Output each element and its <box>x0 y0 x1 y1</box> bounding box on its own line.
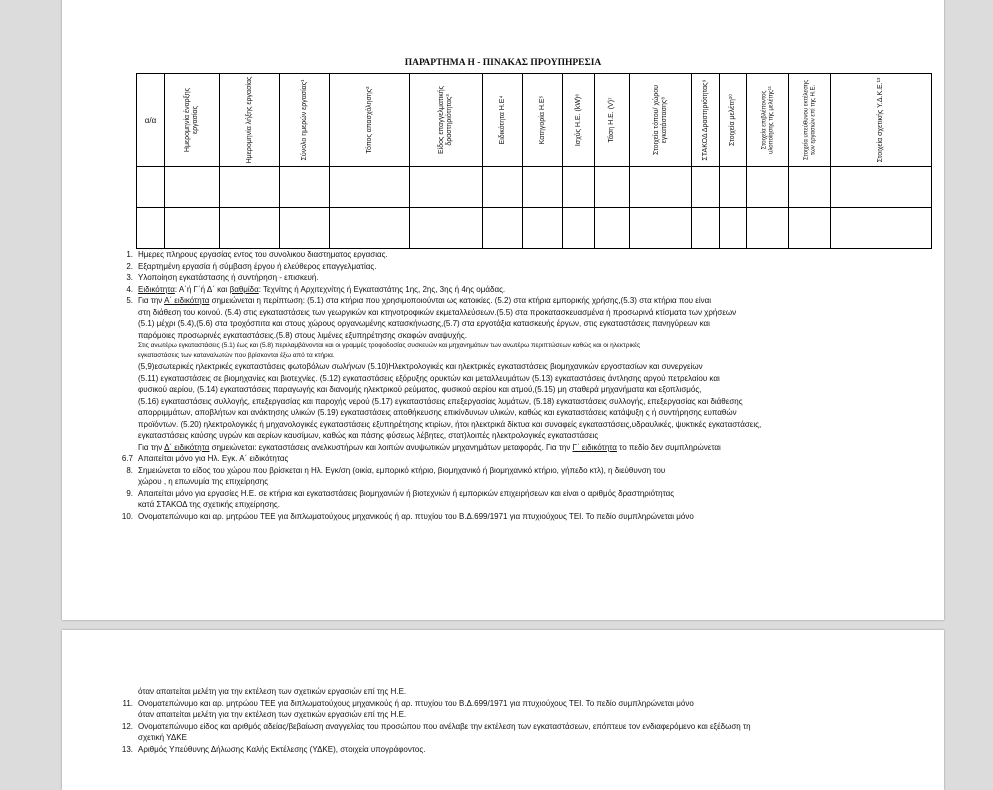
footnote-line: εγκαταστάσεις των καταναλωτών που βρίσκονται έξω από τα κτήρια. <box>138 352 335 359</box>
footnote-text: σημειώνεται η περίπτωση: (5.1) στα κτήρια που χρησιμοποιούνται ως κατοικίες. (5.2) στα κτήρια εμπορικής χρήσης,(5.3) στα κτήρια που είναι <box>209 296 712 305</box>
footnote-8 <box>116 465 926 488</box>
footnote-9 <box>116 488 926 511</box>
header-label: Στοιχεία σχετικής Υ.Δ.Κ.Ε.¹³ <box>877 77 884 163</box>
header-label: Ημερομηνία έναρξης εργασίας <box>184 87 199 153</box>
header-cell <box>523 74 563 167</box>
footnote-text: Εξαρτημένη εργασία ή σύμβαση έργου ή ελεύθερος επαγγελματίας. <box>138 261 377 271</box>
table-cell[interactable] <box>523 167 563 208</box>
header-label: Τάση Η.Ε. (V)⁷ <box>608 97 615 143</box>
header-cell <box>410 74 483 167</box>
specialty-c-term: Γ΄ ειδικότητα <box>572 442 617 452</box>
experience-table <box>136 73 932 249</box>
footnote-line: χώρου , η επωνυμία της επιχείρησης <box>138 477 269 486</box>
header-label: α/α <box>144 115 157 125</box>
header-label: Κατηγορία Η.Ε⁵ <box>538 95 546 145</box>
table-cell[interactable] <box>720 208 747 249</box>
footnote-text: το πεδίο δεν συμπληρώνεται <box>616 442 721 452</box>
header-cell <box>720 74 747 167</box>
footnote-line: (5.16) εγκαταστάσεις συλλογής, επεξεργασίας και παροχής νερού (5.17) εγκαταστάσεις επεξεργασίας λυμάτων, (5.18) εγκαταστάσεις συλλογής, επεξεργασίας και διάθεσης <box>138 396 743 406</box>
footnote-13 <box>116 744 926 756</box>
table-cell[interactable] <box>410 208 483 249</box>
table-cell[interactable] <box>595 167 630 208</box>
header-label: ΣΤΑΚΟΔ Δραστηριότητας⁹ <box>701 79 709 161</box>
header-cell <box>692 74 720 167</box>
specialty-term: Ειδικότητα <box>138 284 175 294</box>
footnote-12 <box>116 721 926 744</box>
table-cell[interactable] <box>595 208 630 249</box>
footnotes <box>116 249 926 522</box>
table-cell[interactable] <box>523 208 563 249</box>
table-cell[interactable] <box>280 208 330 249</box>
table-cell[interactable] <box>630 208 692 249</box>
footnote-line: Ονοματεπώνυμο είδος και αριθμός αδείας/βεβαίωση αναγγελίας του προσώπου που ανέλαβε την εκτέλεση των εγκαταστάσεων, επόπτευε τον ενδιαφερόμενο και εξέδωση τη <box>138 721 751 731</box>
header-label: Ισχύς Η.Ε. (kW)⁶ <box>574 93 582 147</box>
footnote-line <box>138 442 926 454</box>
footnote-number: 2. <box>126 261 133 271</box>
footnote-number: 13. <box>121 744 133 754</box>
header-cell <box>630 74 692 167</box>
footnote-line: (5,9)εσωτερικές ηλεκτρικές εγκαταστάσεις φωτοβόλων σωλήνων (5.10)Ηλεκτρολογικές και ηλεκτρικές εγκαταστάσεις βιομηχανικών εργοστασίων και συνεργείων <box>138 362 703 371</box>
table-cell[interactable] <box>630 167 692 208</box>
footnote-line: παρόμοιες προσωρινές εγκαταστάσεις.(5.8) στους λιμένες εξυπηρέτησης σκαφών αναψυχής. <box>138 330 467 340</box>
footnote-line: εγκαταστάσεις καύσης υγρών και αερίων καυσίμων, καθώς και πάσης φύσεως λέβητες, στατ)λοιπές ηλεκτρολογικές εγκαταστάσεις <box>138 431 599 440</box>
footnote-line: κατά ΣΤΑΚΟΔ της σχετικής επιχείρησης. <box>138 500 280 509</box>
footnote-number: 8. <box>126 465 133 475</box>
footnote-number: 11. <box>122 698 133 708</box>
header-label: Σύνολο ημερών εργασίας¹ <box>300 79 308 161</box>
footnote-text: Υλοποίηση εγκατάστασης ή συντήρηση - επισκευή. <box>138 273 319 282</box>
header-label: Στοιχεία μελέτη¹⁰ <box>729 93 736 147</box>
header-cell <box>220 74 280 167</box>
footnote-text: : Α΄ή Γ΄ή Δ΄ και <box>174 284 230 294</box>
table-cell[interactable] <box>831 167 932 208</box>
table-cell[interactable] <box>483 208 523 249</box>
table-cell[interactable] <box>280 167 330 208</box>
document-page-1 <box>62 0 944 620</box>
footnote-6-7 <box>116 453 926 465</box>
footnote-number: 5. <box>126 296 133 305</box>
grade-term: βαθμίδα <box>229 284 259 294</box>
table-cell[interactable] <box>692 208 720 249</box>
footnote-line: φυσικού αερίου, (5.14) εγκαταστάσεις παραγωγής και διανομής ηλεκτρικού ρεύματος, φυσικού αερίου και ατμού,(5.15) μη σταθερά μηχανήματα και εξοπλισμός, <box>138 385 702 394</box>
table-cell[interactable] <box>137 208 165 249</box>
table-cell[interactable] <box>220 208 280 249</box>
footnote-line: Ονοματεπώνυμο και αρ. μητρώου ΤΕΕ για διπλωματούχους μηχανικούς ή αρ. πτυχίου του Β.Δ.699/1971 για πτυχιούχους ΤΕΙ. Το πεδίο συμπληρώνεται μόνο <box>138 698 694 708</box>
table-cell[interactable] <box>747 208 789 249</box>
header-label: Ημερομηνία λήξης εργασίας <box>245 76 253 164</box>
footnote-line: όταν απαιτείται μελέτη για την εκτέλεση των σχετικών εργασιών επί της Η.Ε. <box>138 710 407 719</box>
header-label: Ειδικότητα Η.Ε⁴ <box>498 95 506 145</box>
table-row <box>137 167 932 208</box>
document-page-2 <box>62 630 944 790</box>
header-label: Στοιχεία επιβλέποντος υλοποίησης της μελέτης¹¹ <box>761 86 774 154</box>
footnote-text: Αριθμός Υπεύθυνης Δήλωσης Καλής Εκτέλεσης (ΥΔΚΕ), στοιχεία υπογράφοντος. <box>138 744 426 754</box>
footnote-10-continued <box>116 686 926 698</box>
table-cell[interactable] <box>165 208 220 249</box>
footnote-line: σχετική ΥΔΚΕ <box>138 733 187 742</box>
table-cell[interactable] <box>720 167 747 208</box>
header-cell <box>747 74 789 167</box>
footnote-number: 4. <box>126 284 133 294</box>
table-cell[interactable] <box>137 167 165 208</box>
footnote-line: Απαιτείται μόνο για εργασίες Η.Ε. σε κτήρια και εγκαταστάσεις βιομηχανιών ή βιοτεχνιών ή εμπορικών επιχειρήσεων και είναι ο αριθμός δραστηριότητας <box>138 488 675 498</box>
document-title: ΠΑΡΑΡΤΗΜΑ Η - ΠΙΝΑΚΑΣ ΠΡΟΥΠΗΡΕΣΙΑ <box>404 58 602 68</box>
header-label: Στοιχεία υπεύθυνου εκτέλεσης των εργασιών επί της Η.Ε. <box>803 79 816 161</box>
header-cell <box>831 74 932 167</box>
footnote-line: στη διάθεση του κοινού. (5.4) στις εγκαταστάσεις των γεωργικών και κτηνοτροφικών εκμεταλλεύσεων.(5.5) στα προκατασκευασμένα ή προσωρινά κτίσματα των χρήσεων <box>138 307 737 317</box>
footnote-4 <box>116 284 926 296</box>
footnote-text: Για την <box>138 296 165 305</box>
header-cell <box>137 74 165 167</box>
table-cell[interactable] <box>831 208 932 249</box>
footnote-number: 9. <box>126 488 133 498</box>
footnote-text: Ονοματεπώνυμο και αρ. μητρώου ΤΕΕ για διπλωματούχους μηχανικούς ή αρ. πτυχίου του Β.Δ.699/1971 για πτυχιούχους ΤΕΙ. Το πεδίο συμπληρώνεται μόνο <box>138 511 694 521</box>
table-cell[interactable] <box>330 208 410 249</box>
footnote-line: Σημειώνεται το είδος του χώρου που βρίσκεται η Ηλ. Εγκ/ση (οικία, εμπορικό κτήριο, βιομηχανικό ή βιομηχανικό κτήριο, γήπεδο κτλ), η διεύθυνση του <box>138 465 666 475</box>
footnote-11 <box>116 698 926 721</box>
footnote-text: Ημερες πληρους εργασίας εντος του συνολικου διαστηματος εργασιας. <box>138 250 388 259</box>
footnotes-continued <box>116 686 926 755</box>
footnote-10 <box>116 511 926 523</box>
header-cell <box>789 74 831 167</box>
header-cell <box>280 74 330 167</box>
header-label: Είδος επαγγελματικής δραστηριότητας³ <box>438 85 453 155</box>
footnote-text: Για την <box>138 442 165 452</box>
table-cell[interactable] <box>747 167 789 208</box>
footnote-line: Στις ανωτέρω εγκαταστάσεις (5.1) έως και (5.8) περιλαμβάνονται και οι γραμμές τροφοδοσίας συσκευών και μηχανημάτων των ανωτέρω περιπτώσεων καθώς και οι ηλεκτρικές <box>138 342 641 349</box>
footnote-line: απορριμμάτων, αποβλήτων και ανάκτησης υλικών (5.19) εγκαταστάσεις αποθήκευσης επικίνδυνων υλικών, καθώς και εγκαταστάσεις κατάψυξη ς ή συντήρησης ευπαθών <box>138 408 737 417</box>
header-cell <box>165 74 220 167</box>
footnote-number: 12. <box>121 721 133 731</box>
table-cell[interactable] <box>410 167 483 208</box>
footnote-number: 6.7 <box>121 454 133 463</box>
table-row <box>137 208 932 249</box>
footnote-line: προϊόντων. (5.20) ηλεκτρολογικές ή μηχανολογικές εγκαταστάσεις εξυπηρέτησης κτιρίων, ήτοι ηλεκτρικά δίκτυα και συναφείς εγκαταστάσεις,υδραυλικές, ψυκτικές εγκαταστάσεις, <box>138 419 762 429</box>
footnote-1 <box>116 249 926 261</box>
footnote-5 <box>116 295 926 453</box>
footnote-3 <box>116 272 926 284</box>
footnote-number: 1. <box>126 250 133 259</box>
footnote-2 <box>116 261 926 273</box>
table-cell[interactable] <box>483 167 523 208</box>
table-header-row <box>137 74 932 167</box>
table-cell[interactable] <box>789 208 831 249</box>
footnote-line: (5.1) μέχρι (5.4),(5.6) στα τροχόσπιτα και στους χώρους οργανωμένης κατασκήνωσης,(5.7) στα εργοτάξια κατασκευής έργων, στις εγκαταστάσεις πανηγύρεων και <box>138 319 710 328</box>
header-cell <box>330 74 410 167</box>
table-cell[interactable] <box>563 208 595 249</box>
specialty-d-term: Δ΄ ειδικότητα <box>164 442 210 452</box>
header-label: Τόπος απασχόλησης² <box>365 86 373 154</box>
footnote-text: σημειώνεται: εγκαταστάσεις ανελκυστήρων και λοιπών ανυψωτικών μηχανημάτων μεταφοράς. Για την <box>209 442 573 452</box>
header-cell <box>563 74 595 167</box>
header-label: Στοιχεία τόπου/ χώρου εγκατάστασης⁸ <box>652 85 668 156</box>
footnote-number: 3. <box>126 273 133 282</box>
table-cell[interactable] <box>165 167 220 208</box>
footnote-line: (5.11) εγκαταστάσεις σε βιομηχανίες και βιοτεχνίες. (5.12) εγκαταστάσεις εξόρυξης ορυκτών και μεταλλευμάτων (5.13) εγκαταστάσεις άντλησης αργού πετρελαίου και <box>138 373 720 383</box>
footnote-text: : Τεχνίτης ή Αρχιτεχνίτης ή Εγκαταστάτης 1ης, 2ης, 3ης ή 4ης ομάδας. <box>258 284 506 294</box>
footnote-line <box>138 295 926 307</box>
specialty-a-term: Α΄ ειδικότητα <box>164 296 210 305</box>
footnote-number: 10. <box>121 511 133 521</box>
table-cell[interactable] <box>330 167 410 208</box>
table-cell[interactable] <box>220 167 280 208</box>
header-cell <box>595 74 630 167</box>
table-cell[interactable] <box>789 167 831 208</box>
footnote-text: Απαιτείται μόνο για Ηλ. Εγκ. Α΄ ειδικότητας <box>138 454 289 463</box>
footnote-text: όταν απαιτείται μελέτη για την εκτέλεση των σχετικών εργασιών επί της Η.Ε. <box>138 687 407 696</box>
header-cell <box>483 74 523 167</box>
table-cell[interactable] <box>563 167 595 208</box>
table-cell[interactable] <box>692 167 720 208</box>
